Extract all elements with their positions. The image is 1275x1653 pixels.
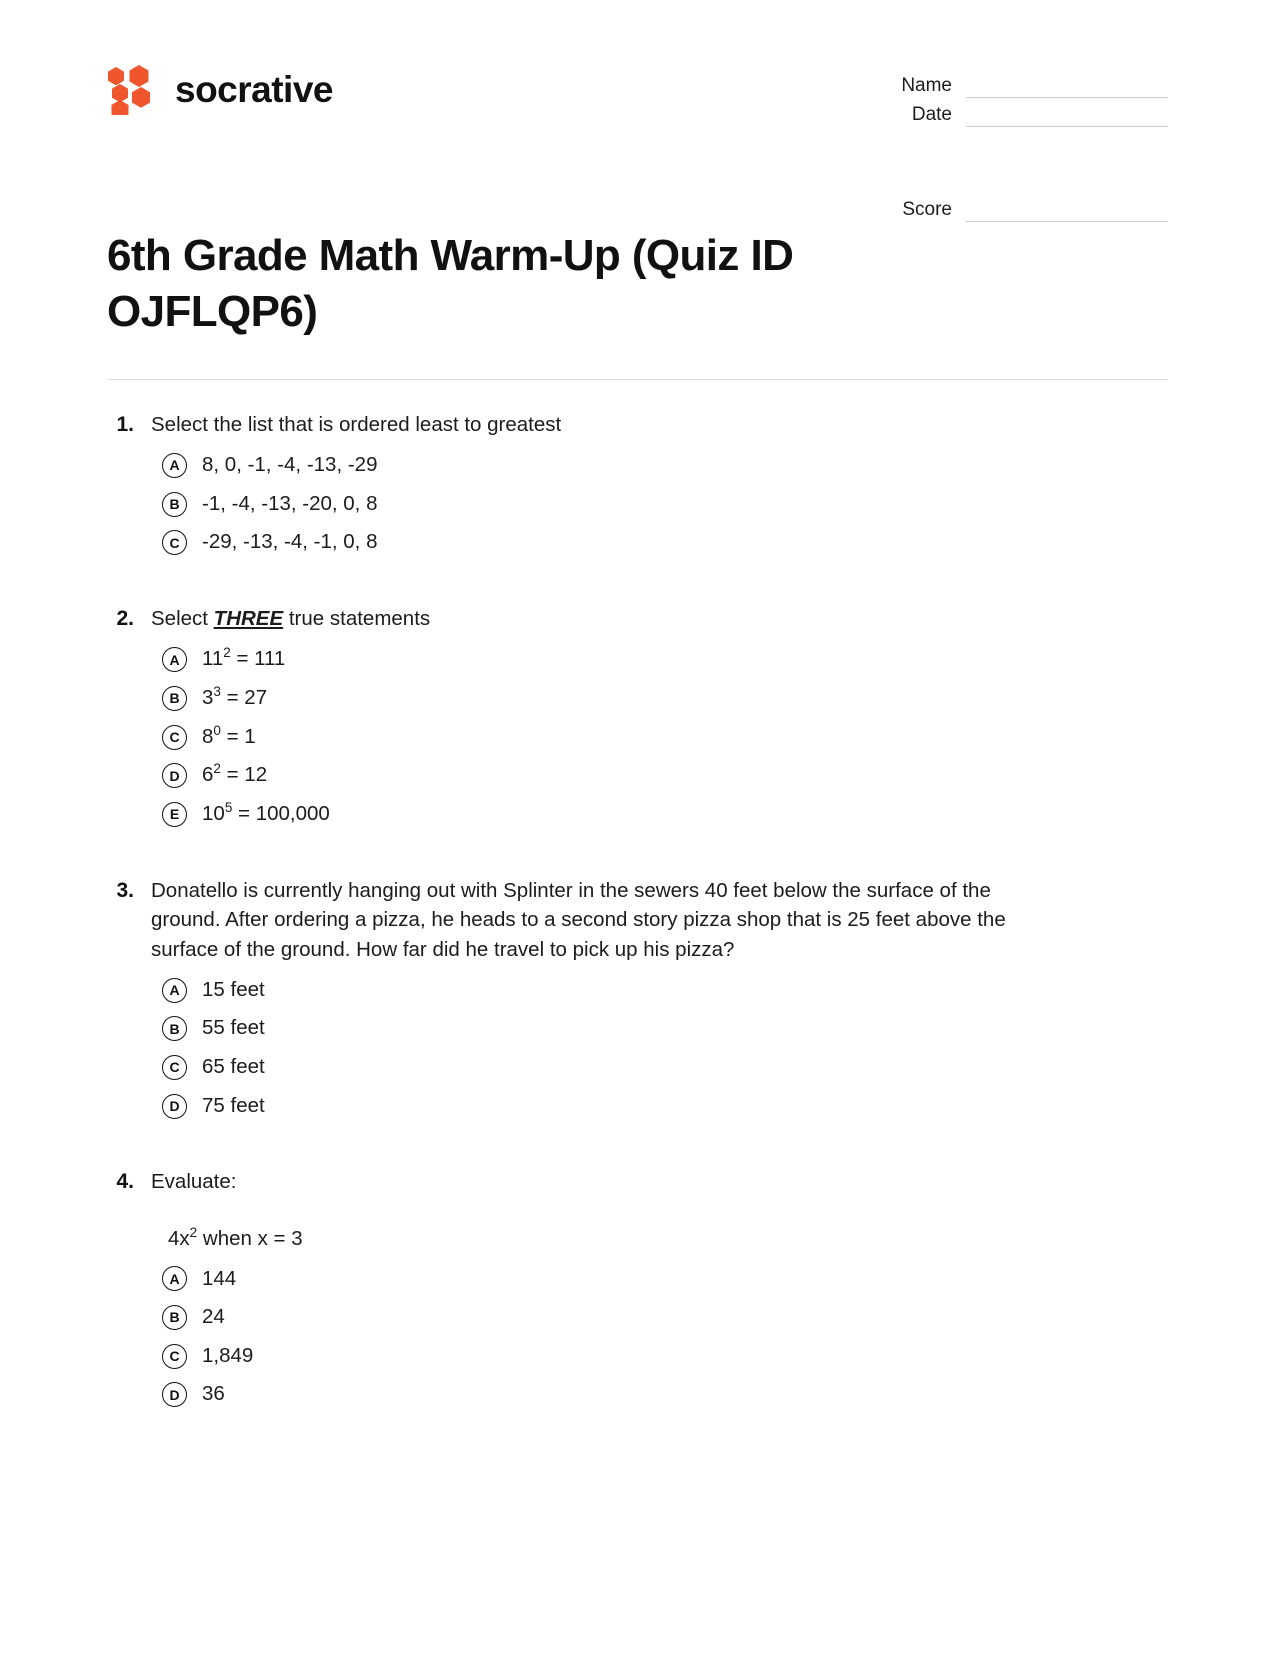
choice-2e-base: 10 bbox=[202, 801, 225, 825]
choice-1c[interactable] bbox=[107, 529, 1168, 556]
choice-2c-text bbox=[202, 724, 256, 751]
bubble-2a[interactable]: A bbox=[162, 647, 187, 672]
question-2-emphasis: THREE bbox=[213, 606, 284, 630]
choice-4b[interactable] bbox=[107, 1304, 1168, 1331]
choice-2a-base: 11 bbox=[202, 647, 224, 671]
choice-3c[interactable] bbox=[107, 1054, 1168, 1081]
question-4-expression bbox=[168, 1224, 1168, 1254]
score-row bbox=[868, 193, 1168, 222]
choice-2d-exponent: 2 bbox=[213, 761, 221, 777]
choice-1a[interactable] bbox=[107, 452, 1168, 479]
question-3 bbox=[107, 876, 1168, 1120]
header-divider bbox=[107, 379, 1168, 380]
date-label: Date bbox=[911, 104, 952, 125]
date-row bbox=[868, 98, 1168, 127]
date-input-line[interactable] bbox=[966, 104, 1168, 127]
choice-2c[interactable] bbox=[107, 724, 1168, 751]
choice-3a[interactable] bbox=[107, 977, 1168, 1004]
student-info-block bbox=[868, 69, 1168, 222]
choice-4d[interactable] bbox=[107, 1381, 1168, 1408]
question-4-number: 4. bbox=[116, 1170, 134, 1194]
choice-3d-text: 75 feet bbox=[202, 1093, 265, 1117]
choice-3a-text: 15 feet bbox=[202, 977, 265, 1001]
question-4 bbox=[107, 1167, 1168, 1408]
choice-2e-exponent: 5 bbox=[224, 800, 233, 816]
question-1-text: Select the list that is ordered least to greatest bbox=[151, 412, 562, 436]
bubble-4d[interactable]: D bbox=[162, 1382, 187, 1407]
name-input-line[interactable] bbox=[966, 75, 1168, 98]
choice-4a[interactable] bbox=[107, 1266, 1168, 1293]
page-title: 6th Grade Math Warm-Up (Quiz ID OJFLQP6) bbox=[107, 231, 794, 337]
question-4-text: Evaluate: bbox=[151, 1170, 237, 1194]
bubble-1c[interactable]: C bbox=[162, 530, 187, 555]
choice-4a-text: 144 bbox=[202, 1266, 237, 1290]
name-row bbox=[868, 69, 1168, 98]
bubble-2d[interactable]: D bbox=[162, 763, 187, 788]
socrative-logo bbox=[107, 63, 333, 115]
choice-4b-text: 24 bbox=[202, 1305, 225, 1329]
choice-3d[interactable] bbox=[107, 1093, 1168, 1120]
choice-2d[interactable] bbox=[107, 762, 1168, 789]
choice-2d-base: 6 bbox=[202, 763, 214, 787]
bubble-4c[interactable]: C bbox=[162, 1344, 187, 1369]
choice-1b[interactable] bbox=[107, 491, 1168, 518]
choice-2e[interactable] bbox=[107, 801, 1168, 828]
bubble-3b[interactable]: B bbox=[162, 1016, 187, 1041]
question-2-text-before: Select bbox=[151, 606, 214, 630]
choice-4d-text: 36 bbox=[202, 1382, 225, 1406]
socrative-hexagons-icon bbox=[107, 63, 159, 115]
bubble-4b[interactable]: B bbox=[162, 1305, 187, 1330]
choice-2d-text bbox=[202, 762, 267, 789]
question-4-choices bbox=[107, 1266, 1168, 1409]
choice-4c-text: 1,849 bbox=[202, 1343, 254, 1367]
choice-4c[interactable] bbox=[107, 1343, 1168, 1370]
question-3-choices bbox=[107, 977, 1168, 1120]
choice-2b-exponent: 3 bbox=[213, 684, 221, 700]
choice-2a-tail: = 111 bbox=[230, 647, 286, 671]
choice-2d-tail: = 12 bbox=[220, 763, 268, 787]
choice-1c-text: -29, -13, -4, -1, 0, 8 bbox=[202, 530, 378, 554]
question-2-head bbox=[107, 604, 1168, 634]
question-4-expression-tail: when x = 3 bbox=[197, 1226, 303, 1250]
question-4-expression-exponent: 2 bbox=[189, 1224, 198, 1240]
question-3-head bbox=[107, 876, 1168, 965]
bubble-2b[interactable]: B bbox=[162, 686, 187, 711]
question-2-number: 2. bbox=[116, 606, 134, 630]
choice-2b[interactable] bbox=[107, 685, 1168, 712]
bubble-3d[interactable]: D bbox=[162, 1094, 187, 1119]
question-4-head bbox=[107, 1167, 1168, 1197]
question-1 bbox=[107, 410, 1168, 556]
choice-2a[interactable] bbox=[107, 646, 1168, 673]
choice-2c-base: 8 bbox=[202, 724, 214, 748]
choice-2b-base: 3 bbox=[202, 686, 214, 710]
choice-2b-tail: = 27 bbox=[220, 686, 268, 710]
choice-2e-tail: = 100,000 bbox=[232, 801, 330, 825]
choice-2a-exponent: 2 bbox=[223, 645, 231, 661]
brand-name: socrative bbox=[175, 68, 333, 110]
bubble-1a[interactable]: A bbox=[162, 453, 187, 478]
score-label: Score bbox=[902, 199, 952, 220]
bubble-2e[interactable]: E bbox=[162, 802, 187, 827]
question-2-text bbox=[151, 604, 430, 634]
page-header bbox=[107, 0, 1168, 222]
choice-3b[interactable] bbox=[107, 1015, 1168, 1042]
choice-3c-text: 65 feet bbox=[202, 1055, 265, 1079]
bubble-3a[interactable]: A bbox=[162, 978, 187, 1003]
question-1-head bbox=[107, 410, 1168, 440]
choice-2b-text bbox=[202, 685, 267, 712]
bubble-3c[interactable]: C bbox=[162, 1055, 187, 1080]
question-2 bbox=[107, 604, 1168, 828]
choice-2c-tail: = 1 bbox=[220, 724, 256, 748]
question-2-text-after: true statements bbox=[283, 606, 431, 630]
choice-1a-text: 8, 0, -1, -4, -13, -29 bbox=[202, 453, 378, 477]
score-input-line[interactable] bbox=[966, 199, 1168, 222]
choice-1b-text: -1, -4, -13, -20, 0, 8 bbox=[202, 491, 378, 515]
question-1-number: 1. bbox=[116, 412, 134, 436]
bubble-2c[interactable]: C bbox=[162, 725, 187, 750]
name-label: Name bbox=[901, 75, 952, 96]
questions-list bbox=[107, 410, 1168, 1408]
question-4-expression-base: 4x bbox=[168, 1226, 190, 1250]
choice-2e-text bbox=[202, 801, 330, 828]
question-3-number: 3. bbox=[116, 878, 134, 902]
question-1-choices bbox=[107, 452, 1168, 556]
choice-2c-exponent: 0 bbox=[213, 722, 221, 738]
bubble-4a[interactable]: A bbox=[162, 1266, 187, 1291]
question-2-choices bbox=[107, 646, 1168, 827]
question-3-text: Donatello is currently hanging out with Splinter in the sewers 40 feet below the surface of the ground. After ordering a pizza, he heads to a second story pizza shop that is 25 feet above the surface of the ground. How far did he travel to pick up his pizza? bbox=[151, 878, 1006, 962]
bubble-1b[interactable]: B bbox=[162, 492, 187, 517]
meta-spacer bbox=[868, 127, 1168, 193]
choice-2a-text bbox=[202, 646, 285, 673]
choice-3b-text: 55 feet bbox=[202, 1016, 265, 1040]
